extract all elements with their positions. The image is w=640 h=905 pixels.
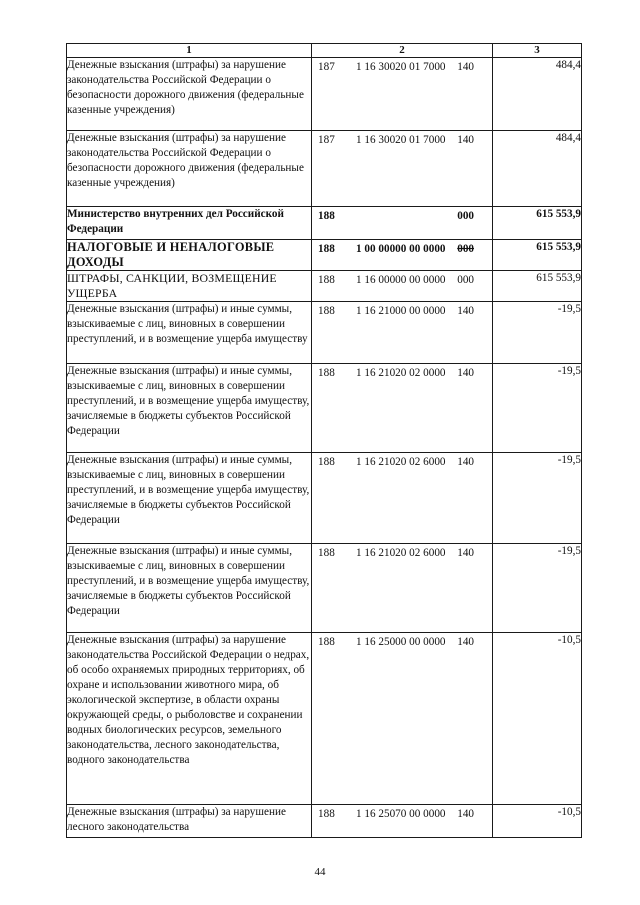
table-row	[67, 302, 582, 364]
page-number: 44	[314, 866, 326, 878]
row-admin-code: 188	[318, 456, 335, 468]
table-row	[67, 131, 582, 207]
row-admin-code: 187	[318, 134, 335, 146]
row-name: Денежные взыскания (штрафы) за нарушение лесного законодательства	[67, 805, 312, 838]
row-admin-code: 187	[318, 61, 335, 73]
row-code	[312, 131, 493, 207]
row-code	[312, 207, 493, 240]
row-admin-code: 188	[318, 305, 335, 317]
row-name: Денежные взыскания (штрафы) за нарушение законодательства Российской Федерации о безопасности дорожного движения (федеральные казенные учреждения)	[67, 131, 312, 207]
row-kosgu-code: 140	[457, 636, 474, 648]
row-name: Денежные взыскания (штрафы) за нарушение законодательства Российской Федерации о недрах, об особо охраняемых природных территориях, об охране и использовании животного мира, об экологической экспертизе, в области охраны окружающей среды, о рыболовстве и сохранении водных биологических ресурсов, земельного законодательства, лесного законодательства, водного законодательства	[67, 633, 312, 805]
row-kosgu-code: 140	[457, 305, 474, 317]
row-code	[312, 240, 493, 271]
header-col-2: 2	[312, 44, 493, 58]
table-row	[67, 633, 582, 805]
row-admin-code: 188	[318, 243, 335, 255]
header-col-1: 1	[67, 44, 312, 58]
table-row	[67, 58, 582, 131]
header-col-3: 3	[493, 44, 582, 58]
row-code	[312, 364, 493, 453]
row-amount: 484,4	[493, 131, 582, 207]
row-kbk-code: 1 16 30020 01 7000	[356, 61, 446, 73]
table-row	[67, 544, 582, 633]
row-name: НАЛОГОВЫЕ И НЕНАЛОГОВЫЕ ДОХОДЫ	[67, 240, 312, 271]
row-kosgu-code: 000	[457, 274, 474, 286]
row-amount: -10,5	[493, 805, 582, 838]
revenue-table	[66, 43, 582, 838]
row-name: Денежные взыскания (штрафы) за нарушение законодательства Российской Федерации о безопасности дорожного движения (федеральные казенные учреждения)	[67, 58, 312, 131]
row-name: Денежные взыскания (штрафы) и иные суммы, взыскиваемые с лиц, виновных в совершении преступлений, и в возмещение ущерба имуществу, зачисляемые в бюджеты субъектов Российской Федерации	[67, 364, 312, 453]
row-code	[312, 453, 493, 544]
row-kosgu-code: 140	[457, 61, 474, 73]
row-admin-code: 188	[318, 808, 335, 820]
row-kosgu-code: 000	[457, 210, 474, 222]
row-amount: -19,5	[493, 302, 582, 364]
table-row	[67, 240, 582, 271]
row-code	[312, 58, 493, 131]
table-header-row	[67, 44, 582, 58]
row-amount: -19,5	[493, 544, 582, 633]
row-admin-code: 188	[318, 367, 335, 379]
row-name: Министерство внутренних дел Российской Федерации	[67, 207, 312, 240]
row-amount: 615 553,9	[493, 271, 582, 302]
row-amount: -19,5	[493, 453, 582, 544]
row-kosgu-code: 140	[457, 134, 474, 146]
row-kosgu-code: 140	[457, 456, 474, 468]
row-amount: -10,5	[493, 633, 582, 805]
table-row	[67, 805, 582, 838]
row-admin-code: 188	[318, 636, 335, 648]
row-kosgu-code: 000	[457, 243, 474, 255]
row-code	[312, 805, 493, 838]
row-name: ШТРАФЫ, САНКЦИИ, ВОЗМЕЩЕНИЕ УЩЕРБА	[67, 271, 312, 302]
row-name: Денежные взыскания (штрафы) и иные суммы, взыскиваемые с лиц, виновных в совершении преступлений, и в возмещение ущерба имуществу	[67, 302, 312, 364]
row-kbk-code: 1 16 30020 01 7000	[356, 134, 446, 146]
row-amount: 615 553,9	[493, 207, 582, 240]
table-row	[67, 364, 582, 453]
row-kosgu-code: 140	[457, 367, 474, 379]
table-row	[67, 207, 582, 240]
row-kosgu-code: 140	[457, 547, 474, 559]
row-kosgu-code: 140	[457, 808, 474, 820]
row-code	[312, 271, 493, 302]
row-name: Денежные взыскания (штрафы) и иные суммы, взыскиваемые с лиц, виновных в совершении преступлений, и в возмещение ущерба имуществу, зачисляемые в бюджеты субъектов Российской Федерации	[67, 544, 312, 633]
row-admin-code: 188	[318, 210, 335, 222]
row-kbk-code: 1 16 21000 00 0000	[356, 305, 446, 317]
row-code	[312, 302, 493, 364]
row-kbk-code: 1 16 25000 00 0000	[356, 636, 446, 648]
row-kbk-code: 1 16 25070 00 0000	[356, 808, 446, 820]
row-kbk-code: 1 16 21020 02 0000	[356, 367, 446, 379]
row-code	[312, 544, 493, 633]
row-amount: -19,5	[493, 364, 582, 453]
table-row	[67, 271, 582, 302]
row-kbk-code: 1 00 00000 00 0000	[356, 243, 446, 255]
row-admin-code: 188	[318, 547, 335, 559]
table-row	[67, 453, 582, 544]
row-kbk-code: 1 16 21020 02 6000	[356, 547, 446, 559]
row-kbk-code: 1 16 21020 02 6000	[356, 456, 446, 468]
row-code	[312, 633, 493, 805]
row-kbk-code: 1 16 00000 00 0000	[356, 274, 446, 286]
row-name: Денежные взыскания (штрафы) и иные суммы, взыскиваемые с лиц, виновных в совершении преступлений, и в возмещение ущерба имуществу, зачисляемые в бюджеты субъектов Российской Федерации	[67, 453, 312, 544]
row-admin-code: 188	[318, 274, 335, 286]
row-amount: 484,4	[493, 58, 582, 131]
row-amount: 615 553,9	[493, 240, 582, 271]
